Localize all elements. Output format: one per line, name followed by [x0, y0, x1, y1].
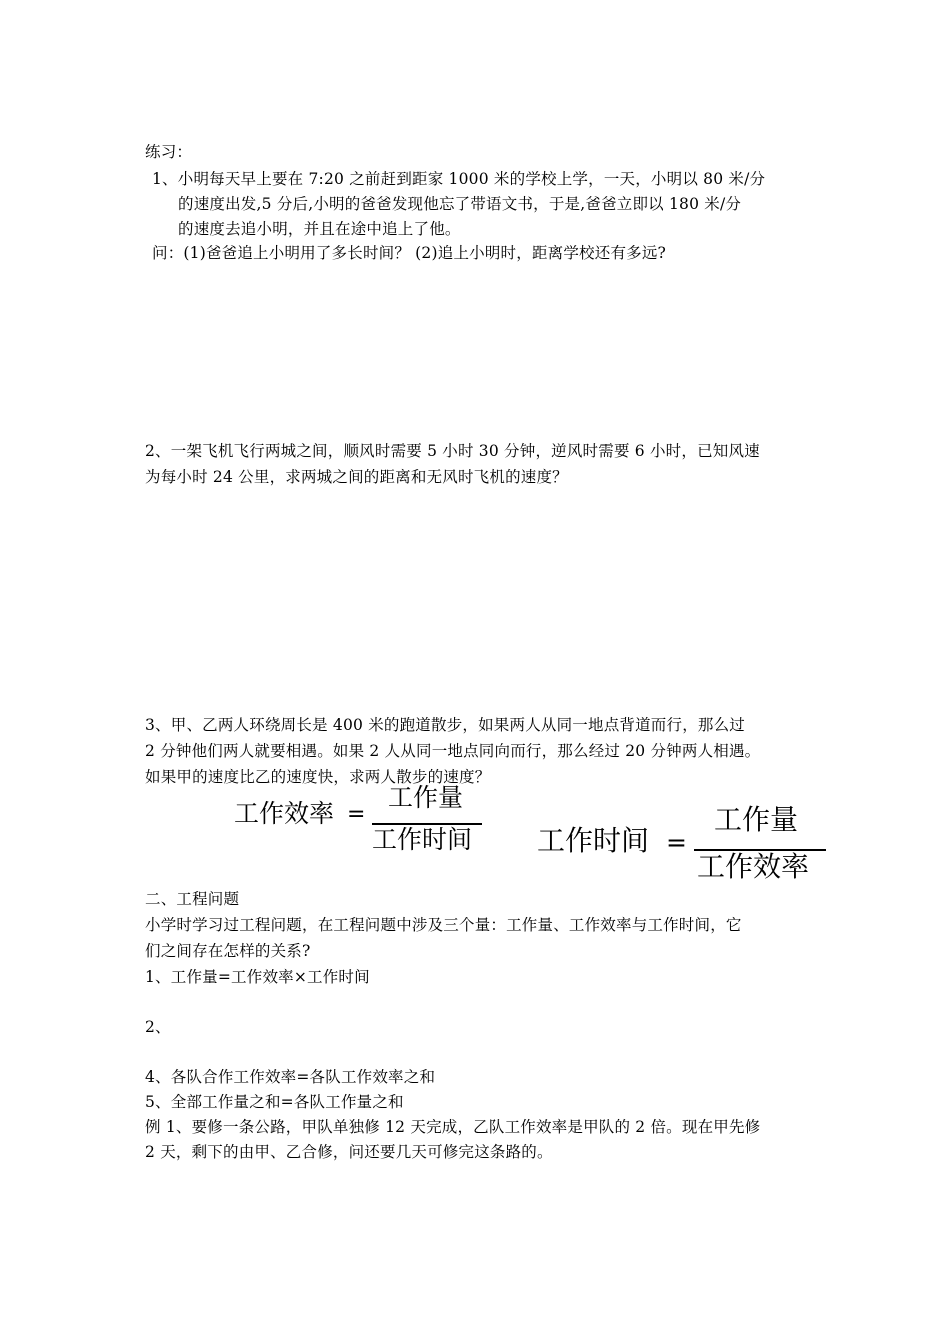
engineering-rule-2: 2、: [145, 1018, 171, 1036]
formula-2-equals: =: [666, 828, 687, 857]
problem-2-line-2: 为每小时 24 公里，求两城之间的距离和无风时飞机的速度？: [145, 468, 568, 486]
engineering-intro-line-2: 们之间存在怎样的关系?: [145, 942, 311, 960]
problem-3-line-3: 如果甲的速度比乙的速度快，求两人散步的速度？: [145, 768, 491, 786]
engineering-rule-1: 1、工作量=工作效率×工作时间: [145, 968, 370, 986]
example-1-line-1: 例 1、要修一条公路，甲队单独修 12 天完成，乙队工作效率是甲队的 2 倍。现在甲先修: [145, 1118, 761, 1136]
problem-1-line-3: 的速度去追小明，并且在途中追上了他。: [178, 220, 461, 238]
engineering-heading: 二、工程问题: [145, 890, 240, 908]
formula-1-equals: =: [347, 802, 366, 827]
example-1-line-2: 2 天，剩下的由甲、乙合修，问还要几天可修完这条路的。: [145, 1143, 553, 1161]
practice-heading: 练习：: [145, 143, 193, 161]
formula-1-numerator: 工作量: [388, 783, 464, 812]
formula-1-denominator: 工作时间: [372, 825, 473, 854]
engineering-rule-4: 4、各队合作工作效率=各队工作效率之和: [145, 1068, 436, 1086]
problem-1-question: 问：(1)爸爸追上小明用了多长时间？ (2)追上小明时，距离学校还有多远?: [152, 244, 667, 262]
formula-2-lhs: 工作时间: [537, 824, 650, 857]
engineering-rule-5: 5、全部工作量之和=各队工作量之和: [145, 1093, 404, 1111]
formula-1-lhs: 工作效率: [234, 799, 335, 828]
formula-2-numerator: 工作量: [714, 803, 799, 836]
problem-2-line-1: 2、一架飞机飞行两城之间，顺风时需要 5 小时 30 分钟，逆风时需要 6 小时，已知风速: [145, 442, 760, 460]
formula-2-denominator: 工作效率: [697, 850, 810, 883]
problem-3-line-2: 2 分钟他们两人就要相遇。如果 2 人从同一地点同向而行，那么经过 20 分钟两人相遇。: [145, 742, 761, 760]
engineering-intro-line-1: 小学时学习过工程问题，在工程问题中涉及三个量：工作量、工作效率与工作时间，它: [145, 916, 742, 934]
problem-3-line-1: 3、甲、乙两人环绕周长是 400 米的跑道散步，如果两人从同一地点背道而行，那么过: [145, 716, 746, 734]
problem-1-line-1: 1、小明每天早上要在 7:20 之前赶到距家 1000 米的学校上学，一天，小明以 80 米/分: [152, 170, 766, 188]
problem-1-line-2: 的速度出发,5 分后,小明的爸爸发现他忘了带语文书，于是,爸爸立即以 180 米/分: [178, 195, 742, 213]
